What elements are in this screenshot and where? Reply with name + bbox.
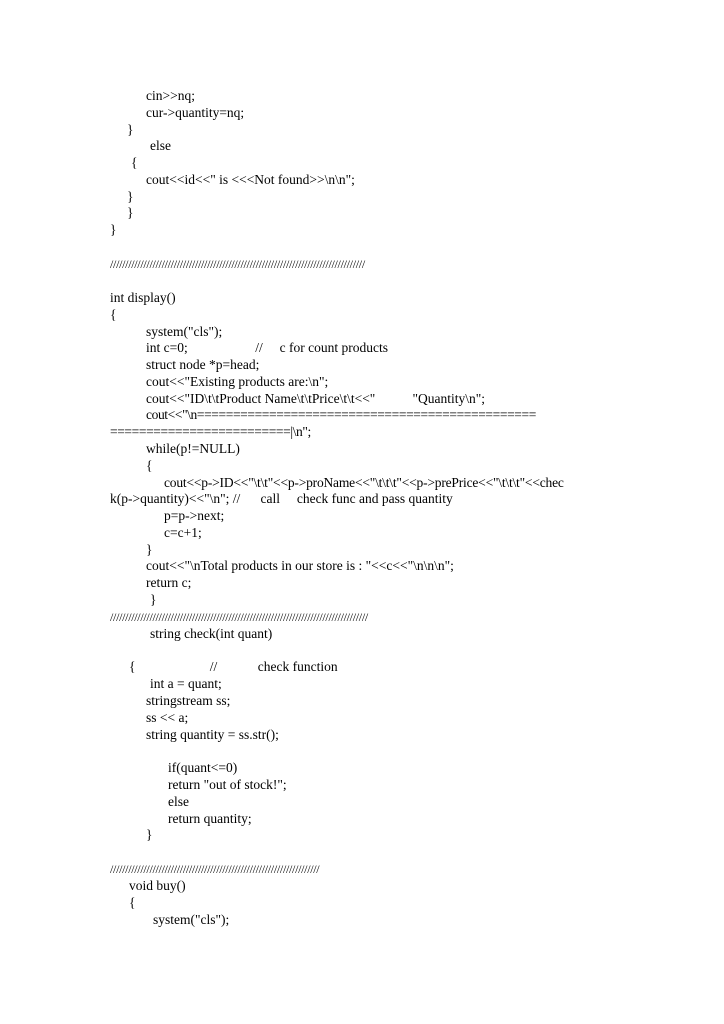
code-line: } — [127, 122, 134, 137]
code-line: { — [131, 155, 138, 170]
code-line: } — [146, 827, 153, 842]
code-line: cout<<"ID\t\tProduct Name\t\tPrice\t\t<<" "Quantity\n"; — [146, 391, 485, 406]
code-line: system("cls"); — [146, 324, 223, 339]
code-line: int a = quant; — [150, 676, 222, 691]
code-line: { — [129, 895, 136, 910]
code-line: } — [127, 189, 134, 204]
code-line: return c; — [146, 575, 192, 590]
code-line: cout<<"Existing products are:\n"; — [146, 374, 329, 389]
code-line: p=p->next; — [164, 508, 225, 523]
code-line: else — [168, 794, 189, 809]
code-line: cur->quantity=nq; — [146, 105, 245, 120]
separator-line: ///////////////////////////////////////////////////////////////////////////////////// — [110, 610, 368, 624]
code-line: { — [146, 458, 153, 473]
code-line: } — [146, 542, 153, 557]
code-line: string quantity = ss.str(); — [146, 727, 279, 742]
code-line: } — [110, 222, 117, 237]
code-line: stringstream ss; — [146, 693, 231, 708]
code-line: =========================|\n"; — [110, 424, 311, 439]
code-line: cout<<p->ID<<"\t\t"<<p->proName<<"\t\t\t"<<p->prePrice<<"\t\t\t"<<chec — [164, 475, 564, 490]
code-line: void buy() — [129, 878, 186, 893]
code-line: struct node *p=head; — [146, 357, 260, 372]
code-line: cout<<id<<" is <<<Not found>>\n\n"; — [146, 172, 355, 187]
code-line: return "out of stock!"; — [168, 777, 287, 792]
code-line: return quantity; — [168, 811, 252, 826]
code-line: while(p!=NULL) — [146, 441, 240, 456]
code-line: cout<<"\n=============================================== — [146, 407, 536, 422]
code-line: { — [110, 307, 117, 322]
code-line: c=c+1; — [164, 525, 202, 540]
code-line: if(quant<=0) — [168, 760, 238, 775]
code-line: } — [150, 592, 157, 607]
code-line: int display() — [110, 290, 176, 305]
code-line: { // check function — [129, 659, 338, 674]
code-line: system("cls"); — [153, 912, 230, 927]
code-line: int c=0; // c for count products — [146, 340, 388, 355]
code-line: cin>>nq; — [146, 88, 195, 103]
separator-line: ///////////////////////////////////////////////////////////////////// — [110, 862, 320, 876]
code-line: ss << a; — [146, 710, 189, 725]
code-line: k(p->quantity)<<"\n"; // call check func and pass quantity — [110, 491, 453, 506]
code-line: cout<<"\nTotal products in our store is : "<<c<<"\n\n\n"; — [146, 558, 454, 573]
code-line: else — [150, 138, 171, 153]
code-line: string check(int quant) — [150, 626, 273, 641]
code-line: } — [127, 205, 134, 220]
separator-line: //////////////////////////////////////////////////////////////////////////////////// — [110, 257, 365, 271]
